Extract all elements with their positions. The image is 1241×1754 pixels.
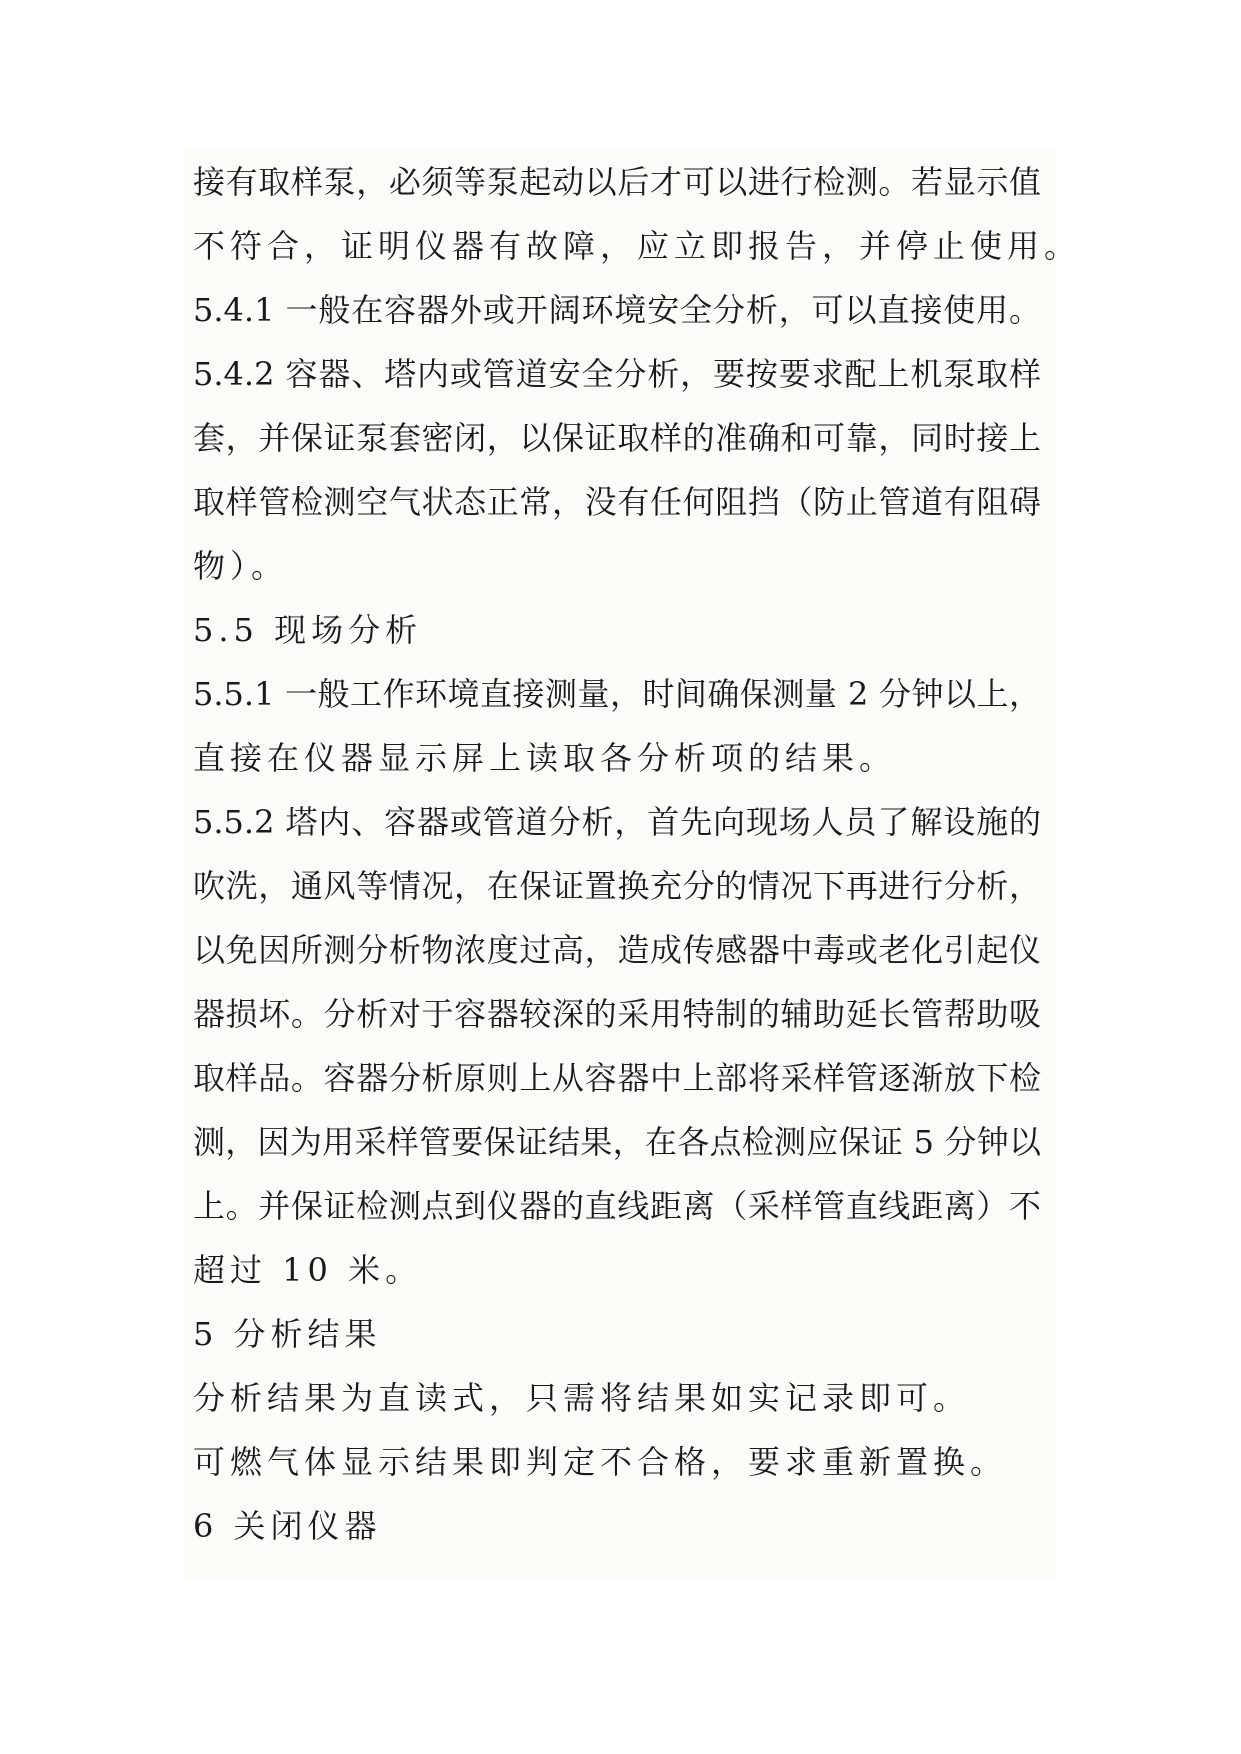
section-heading: 5.5 现场分析: [193, 611, 423, 649]
text-line: 接有取样泵，必须等泵起动以后才可以进行检测。若显示值: [193, 163, 1041, 201]
text-line: 5.5.1 一般工作环境直接测量，时间确保测量 2 分钟以上，: [193, 675, 1041, 713]
text-line: 套，并保证泵套密闭，以保证取样的准确和可靠，同时接上: [193, 419, 1041, 457]
text-line: 取样品。容器分析原则上从容器中上部将采样管逐渐放下检: [193, 1059, 1041, 1097]
text-line: 5.4.2 容器、塔内或管道安全分析，要按要求配上机泵取样: [193, 355, 1041, 393]
document-text-block: [185, 150, 1082, 1580]
text-line: 可燃气体显示结果即判定不合格，要求重新置换。: [193, 1443, 1008, 1481]
text-line: 5.4.1 一般在容器外或开阔环境安全分析，可以直接使用。: [193, 291, 1041, 329]
text-line: 5.5.2 塔内、容器或管道分析，首先向现场人员了解设施的: [193, 803, 1041, 841]
text-line: 以免因所测分析物浓度过高，造成传感器中毒或老化引起仪: [193, 931, 1041, 969]
text-line: 不符合，证明仪器有故障，应立即报告，并停止使用。: [193, 227, 1082, 265]
text-line: 超过 10 米。: [193, 1251, 423, 1289]
section-heading: 6 关闭仪器: [193, 1507, 382, 1545]
text-line: 吹洗，通风等情况，在保证置换充分的情况下再进行分析，: [193, 867, 1041, 905]
section-heading: 5 分析结果: [193, 1315, 382, 1353]
text-line: 直接在仪器显示屏上读取各分析项的结果。: [193, 739, 897, 777]
text-line: 测，因为用采样管要保证结果，在各点检测应保证 5 分钟以: [193, 1123, 1041, 1161]
text-line: 物）。: [193, 547, 289, 585]
text-line: 取样管检测空气状态正常，没有任何阻挡（防止管道有阻碍: [193, 483, 1041, 521]
text-line: 器损坏。分析对于容器较深的采用特制的辅助延长管帮助吸: [193, 995, 1041, 1033]
text-line: 上。并保证检测点到仪器的直线距离（采样管直线距离）不: [193, 1187, 1041, 1225]
text-line: 分析结果为直读式，只需将结果如实记录即可。: [193, 1379, 971, 1417]
